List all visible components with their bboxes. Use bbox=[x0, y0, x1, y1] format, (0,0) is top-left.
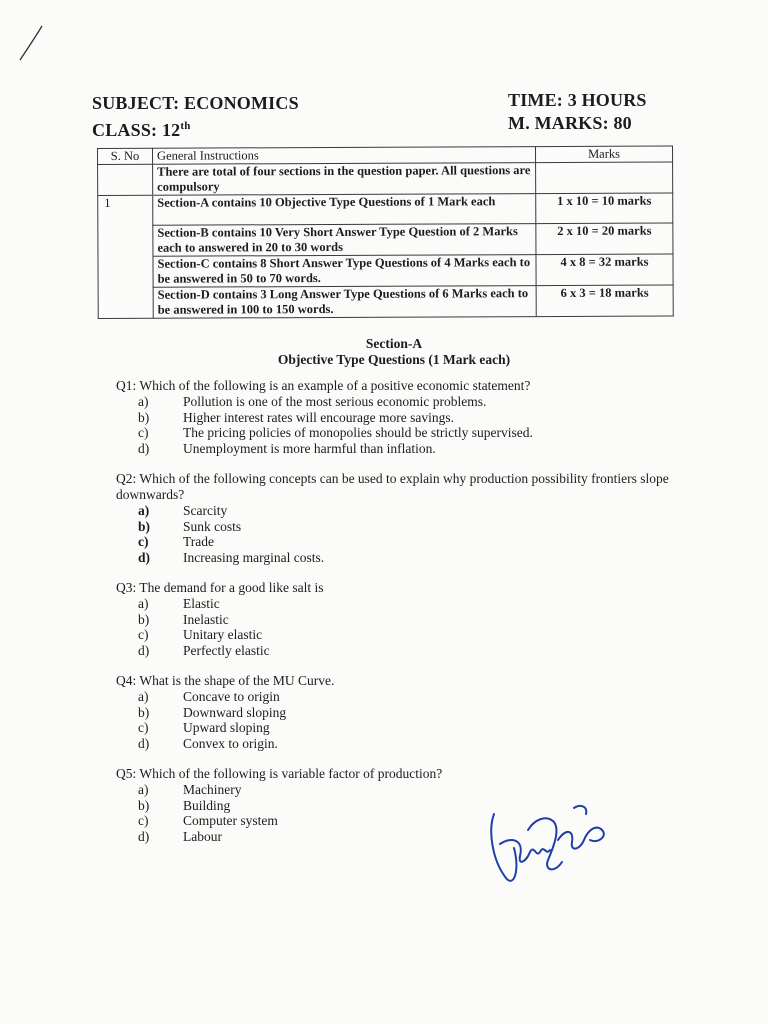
header-marks: Marks bbox=[535, 146, 672, 163]
option-label: d) bbox=[138, 642, 150, 658]
marks-section-d: 6 x 3 = 18 marks bbox=[536, 285, 673, 317]
header-instructions: General Instructions bbox=[153, 147, 536, 165]
option-c bbox=[116, 425, 716, 441]
option-label: d) bbox=[138, 549, 151, 565]
section-subtitle: Objective Type Questions (1 Mark each) bbox=[277, 352, 511, 367]
question-text: Q1: Which of the following is an example of a positive economic statement? bbox=[116, 378, 531, 393]
handwritten-signature bbox=[484, 800, 614, 890]
table-cell-sno-empty bbox=[98, 164, 153, 195]
table-row bbox=[98, 285, 673, 319]
table-row bbox=[98, 254, 673, 288]
table-cell-marks-empty bbox=[536, 162, 673, 194]
option-label: b) bbox=[138, 797, 150, 813]
option-d bbox=[116, 829, 716, 845]
option-text: The pricing policies of monopolies should be strictly supervised. bbox=[183, 425, 533, 440]
option-b bbox=[116, 519, 716, 535]
option-label: c) bbox=[138, 813, 149, 828]
option-b bbox=[116, 410, 716, 426]
option-label: b) bbox=[138, 704, 150, 720]
option-text: Labour bbox=[183, 828, 222, 844]
class-line bbox=[92, 115, 299, 142]
option-a bbox=[116, 782, 716, 798]
question-text: Q5: Which of the following is variable factor of production? bbox=[116, 766, 443, 781]
option-label: a) bbox=[138, 596, 149, 611]
option-label: c) bbox=[138, 627, 149, 642]
option-text: Unitary elastic bbox=[183, 627, 263, 642]
option-text: Elastic bbox=[183, 596, 220, 611]
option-label: a) bbox=[138, 782, 149, 797]
option-a bbox=[116, 503, 716, 519]
option-text: Trade bbox=[183, 534, 215, 549]
subject-title: SUBJECT: ECONOMICS bbox=[92, 93, 299, 113]
option-b bbox=[116, 612, 716, 628]
option-d bbox=[116, 643, 716, 659]
option-text: Sunk costs bbox=[183, 518, 242, 534]
option-text: Pollution is one of the most serious economic problems. bbox=[183, 394, 487, 409]
option-label: b) bbox=[138, 611, 150, 627]
option-label: a) bbox=[138, 503, 150, 518]
option-a bbox=[116, 394, 716, 410]
option-d bbox=[116, 441, 716, 457]
question-5 bbox=[116, 766, 716, 844]
class-label: CLASS: bbox=[92, 120, 158, 140]
question-4 bbox=[116, 673, 716, 751]
paper-header-left bbox=[92, 92, 299, 142]
time-label: TIME: 3 HOURS bbox=[508, 90, 647, 110]
option-label: b) bbox=[138, 518, 151, 534]
table-cell-sno: 1 bbox=[98, 195, 154, 318]
option-label: c) bbox=[138, 425, 149, 440]
class-value: 12 bbox=[161, 120, 181, 140]
question-3 bbox=[116, 580, 716, 658]
option-c bbox=[116, 534, 716, 550]
option-d bbox=[116, 736, 716, 752]
pen-stroke-mark bbox=[14, 22, 46, 64]
option-text: Concave to origin bbox=[183, 689, 280, 704]
option-text: Building bbox=[183, 797, 231, 813]
question-text: Q2: Which of the following concepts can be used to explain why production possibility frontiers slope downwards? bbox=[116, 471, 669, 502]
option-label: a) bbox=[138, 394, 149, 409]
option-d bbox=[116, 550, 716, 566]
option-b bbox=[116, 798, 716, 814]
marks-section-c: 4 x 8 = 32 marks bbox=[536, 254, 673, 286]
question-1 bbox=[116, 378, 716, 456]
instruction-section-c: Section-C contains 8 Short Answer Type Questions of 4 Marks each to be answered in 50 to 70 words. bbox=[153, 255, 536, 288]
option-label: a) bbox=[138, 689, 149, 704]
option-label: b) bbox=[138, 409, 150, 425]
instruction-intro: There are total of four sections in the question paper. All questions are compulsory bbox=[153, 163, 536, 196]
option-text: Scarcity bbox=[183, 503, 228, 518]
option-text: Perfectly elastic bbox=[183, 642, 270, 658]
option-label: c) bbox=[138, 720, 149, 735]
option-text: Computer system bbox=[183, 813, 278, 828]
marks-section-a: 1 x 10 = 10 marks bbox=[536, 193, 673, 224]
option-text: Unemployment is more harmful than inflation. bbox=[183, 440, 436, 456]
table-row bbox=[98, 223, 673, 257]
question-2 bbox=[116, 471, 716, 565]
option-text: Machinery bbox=[183, 782, 242, 797]
option-c bbox=[116, 627, 716, 643]
option-text: Convex to origin. bbox=[183, 735, 278, 751]
instruction-section-b: Section-B contains 10 Very Short Answer Type Question of 2 Marks each to answered in 20 to 30 words bbox=[153, 224, 536, 257]
instruction-section-d: Section-D contains 3 Long Answer Type Questions of 6 Marks each to be answered in 100 to 150 words. bbox=[153, 286, 536, 319]
option-label: d) bbox=[138, 828, 150, 844]
instruction-section-a: Section-A contains 10 Objective Type Questions of 1 Mark each bbox=[153, 194, 536, 226]
marks-section-b: 2 x 10 = 20 marks bbox=[536, 223, 673, 255]
option-a bbox=[116, 596, 716, 612]
header-sno: S. No bbox=[98, 148, 153, 164]
option-text: Increasing marginal costs. bbox=[183, 549, 325, 565]
paper-header-right bbox=[508, 89, 647, 135]
option-c bbox=[116, 720, 716, 736]
option-a bbox=[116, 689, 716, 705]
option-b bbox=[116, 705, 716, 721]
table-row bbox=[98, 193, 673, 226]
class-suffix: th bbox=[180, 120, 191, 132]
option-label: c) bbox=[138, 534, 149, 549]
option-text: Downward sloping bbox=[183, 704, 287, 720]
option-text: Upward sloping bbox=[183, 720, 270, 735]
section-title: Section-A bbox=[365, 336, 423, 351]
question-text: Q3: The demand for a good like salt is bbox=[116, 580, 324, 595]
table-row bbox=[98, 162, 673, 196]
option-label: d) bbox=[138, 440, 150, 456]
option-label: d) bbox=[138, 735, 150, 751]
question-text: Q4: What is the shape of the MU Curve. bbox=[116, 673, 335, 688]
questions-list bbox=[116, 378, 716, 859]
option-text: Higher interest rates will encourage more savings. bbox=[183, 409, 455, 425]
option-c bbox=[116, 813, 716, 829]
max-marks-label: M. MARKS: 80 bbox=[508, 113, 632, 133]
option-text: Inelastic bbox=[183, 611, 229, 627]
general-instructions-table bbox=[97, 145, 674, 319]
